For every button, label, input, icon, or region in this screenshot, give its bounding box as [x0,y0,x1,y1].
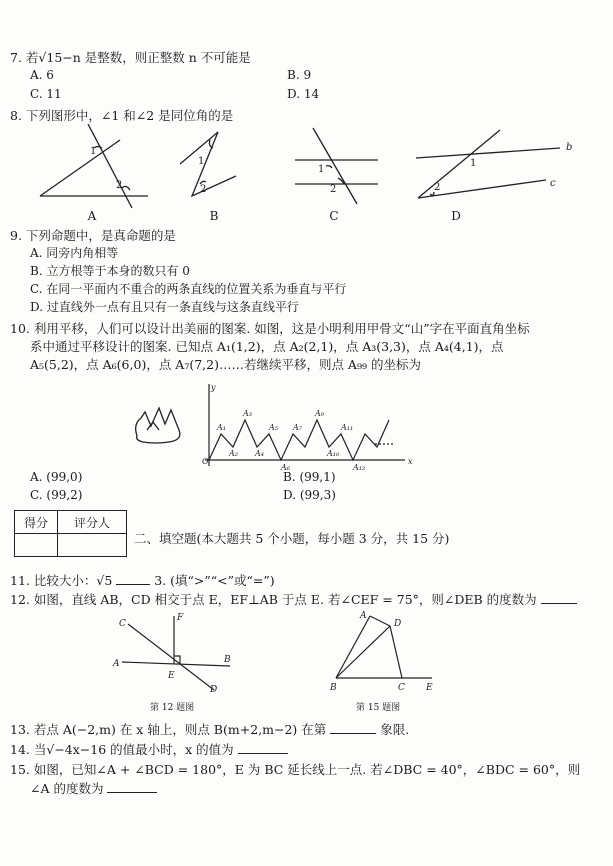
q15-caption: 第 15 题图 [356,703,401,713]
q10-figure [125,378,415,470]
svg-text:A₄: A₄ [255,449,264,458]
grader-header: 评分人 [58,511,127,534]
q10-option-a: A. (99,0) [30,470,83,484]
svg-text:A₁: A₁ [217,423,226,432]
grader-cell[interactable] [58,534,127,557]
q12 [10,591,577,608]
svg-text:1: 1 [470,158,477,169]
svg-text:2: 2 [116,180,123,191]
q8-figures [30,118,590,210]
svg-text:B: B [330,683,337,693]
svg-text:A: A [113,659,120,669]
q13-pre: 13. 若点 A(−2,m) 在 x 轴上，则点 B(m+2,m−2) 在第 [10,722,327,737]
q8-stem: 8. 下列图形中，∠1 和∠2 是同位角的是 [10,108,234,123]
q11 [10,572,275,589]
q13-post: 象限. [380,722,410,737]
svg-text:A₁₁: A₁₁ [341,423,354,432]
score-cell[interactable] [15,534,58,557]
fig-a-line1 [40,140,123,196]
q12-answer-blank[interactable] [541,591,577,604]
svg-text:1: 1 [90,146,97,157]
q9-option-d: D. 过直线外一点有且只有一条直线与这条直线平行 [30,300,299,314]
side-ad [370,616,390,626]
q12-text: 12. 如图，直线 AB，CD 相交于点 E，EF⊥AB 于点 E. 若∠CEF = 75°，则∠DEB 的度数为 [10,592,537,607]
svg-text:D: D [394,619,402,629]
q10-option-b: B. (99,1) [283,470,336,484]
q15-figure [322,610,440,694]
score-table [14,510,127,557]
svg-text:D: D [210,685,218,694]
line-ab [122,662,230,666]
svg-text:C: C [398,683,405,693]
svg-text:E: E [426,683,433,693]
q9-stem: 9. 下列命题中，是真命题的是 [10,228,176,243]
q7-option-b: B. 9 [287,68,312,82]
q7-stem: 7. 若√15−n 是整数，则正整数 n 不可能是 [10,50,251,65]
q11-answer-blank[interactable] [116,572,150,585]
svg-text:A₇: A₇ [293,423,302,432]
side-ba [336,616,370,678]
q14-pre: 14. 当√−4x−16 的值最小时，x 的值为 [10,742,234,757]
fig-d-line1 [416,148,560,158]
q11-mid: 3. (填“>”“<”或“=”) [154,573,275,588]
diag-bd [336,626,390,678]
q15-answer-blank[interactable] [107,780,157,793]
q9-option-a: A. 同旁内角相等 [30,246,119,260]
q8-label-d: D [451,209,461,223]
svg-text:A₅: A₅ [269,423,278,432]
svg-text:O: O [202,457,209,466]
q10-option-c: C. (99,2) [30,488,83,502]
q12-figure [110,610,240,694]
svg-text:A₁₂: A₁₂ [353,463,366,470]
score-header: 得分 [15,511,58,534]
shan-glyph-icon [136,408,180,443]
q10-line1: 10. 利用平移，人们可以设计出美丽的图案. 如图，这是小明利用甲骨文“山”字在平面直角坐标 [10,321,530,336]
svg-text:A₉: A₉ [315,409,324,418]
q7-option-c: C. 11 [30,87,62,101]
svg-text:A₁₀: A₁₀ [327,449,340,458]
q11-pre: 11. 比较大小：√5 [10,573,113,588]
svg-text:C: C [119,619,126,629]
q10-line2: 系中通过平移设计的图案. 已知点 A₁(1,2)，点 A₂(2,1)，点 A₃(3,3)，点 A₄(4,1)，点 [30,339,504,354]
svg-text:2: 2 [434,182,441,193]
q13-answer-blank[interactable] [330,721,376,734]
svg-text:A₆: A₆ [281,463,290,470]
svg-text:c: c [550,178,556,189]
svg-text:B: B [224,655,231,665]
side-dc [390,626,402,678]
q13 [10,721,409,738]
svg-text:x: x [408,457,413,466]
q15-line2-wrap [30,780,157,797]
q9-option-b: B. 立方根等于本身的数只有 0 [30,264,190,278]
svg-text:2: 2 [200,184,207,195]
section-2-heading: 二、填空题(本大题共 5 个小题，每小题 3 分，共 15 分) [134,531,450,546]
q7-option-a: A. 6 [30,68,54,82]
svg-text:F: F [177,613,184,623]
q9-option-c: C. 在同一平面内不重合的两条直线的位置关系为垂直与平行 [30,282,347,296]
q10-line3: A₅(5,2)，点 A₆(6,0)，点 A₇(7,2)……若继续平移，则点 A₉₉ 的坐标为 [30,357,421,372]
svg-text:1: 1 [198,156,205,167]
svg-text:2: 2 [330,184,337,195]
q8-label-b: B [209,209,219,223]
svg-text:y: y [211,383,216,392]
svg-text:A₃: A₃ [243,409,252,418]
fig-b-zigzag [180,132,236,196]
svg-text:b: b [566,142,573,153]
svg-text:E: E [168,671,175,681]
svg-text:A₂: A₂ [229,449,238,458]
q15-line1: 15. 如图，已知∠A + ∠BCD = 180°，E 为 BC 延长线上一点. 若∠DBC = 40°，∠BDC = 60°，则 [10,762,581,777]
q15-line2: ∠A 的度数为 [30,781,104,796]
q12-caption: 第 12 题图 [150,703,195,713]
q8-label-c: C [329,209,339,223]
svg-text:A: A [360,611,367,621]
q14 [10,741,288,758]
q8-label-a: A [87,209,97,223]
q7-option-d: D. 14 [287,87,320,101]
q14-answer-blank[interactable] [238,741,288,754]
q10-option-d: D. (99,3) [283,488,336,502]
svg-text:1: 1 [318,164,325,175]
